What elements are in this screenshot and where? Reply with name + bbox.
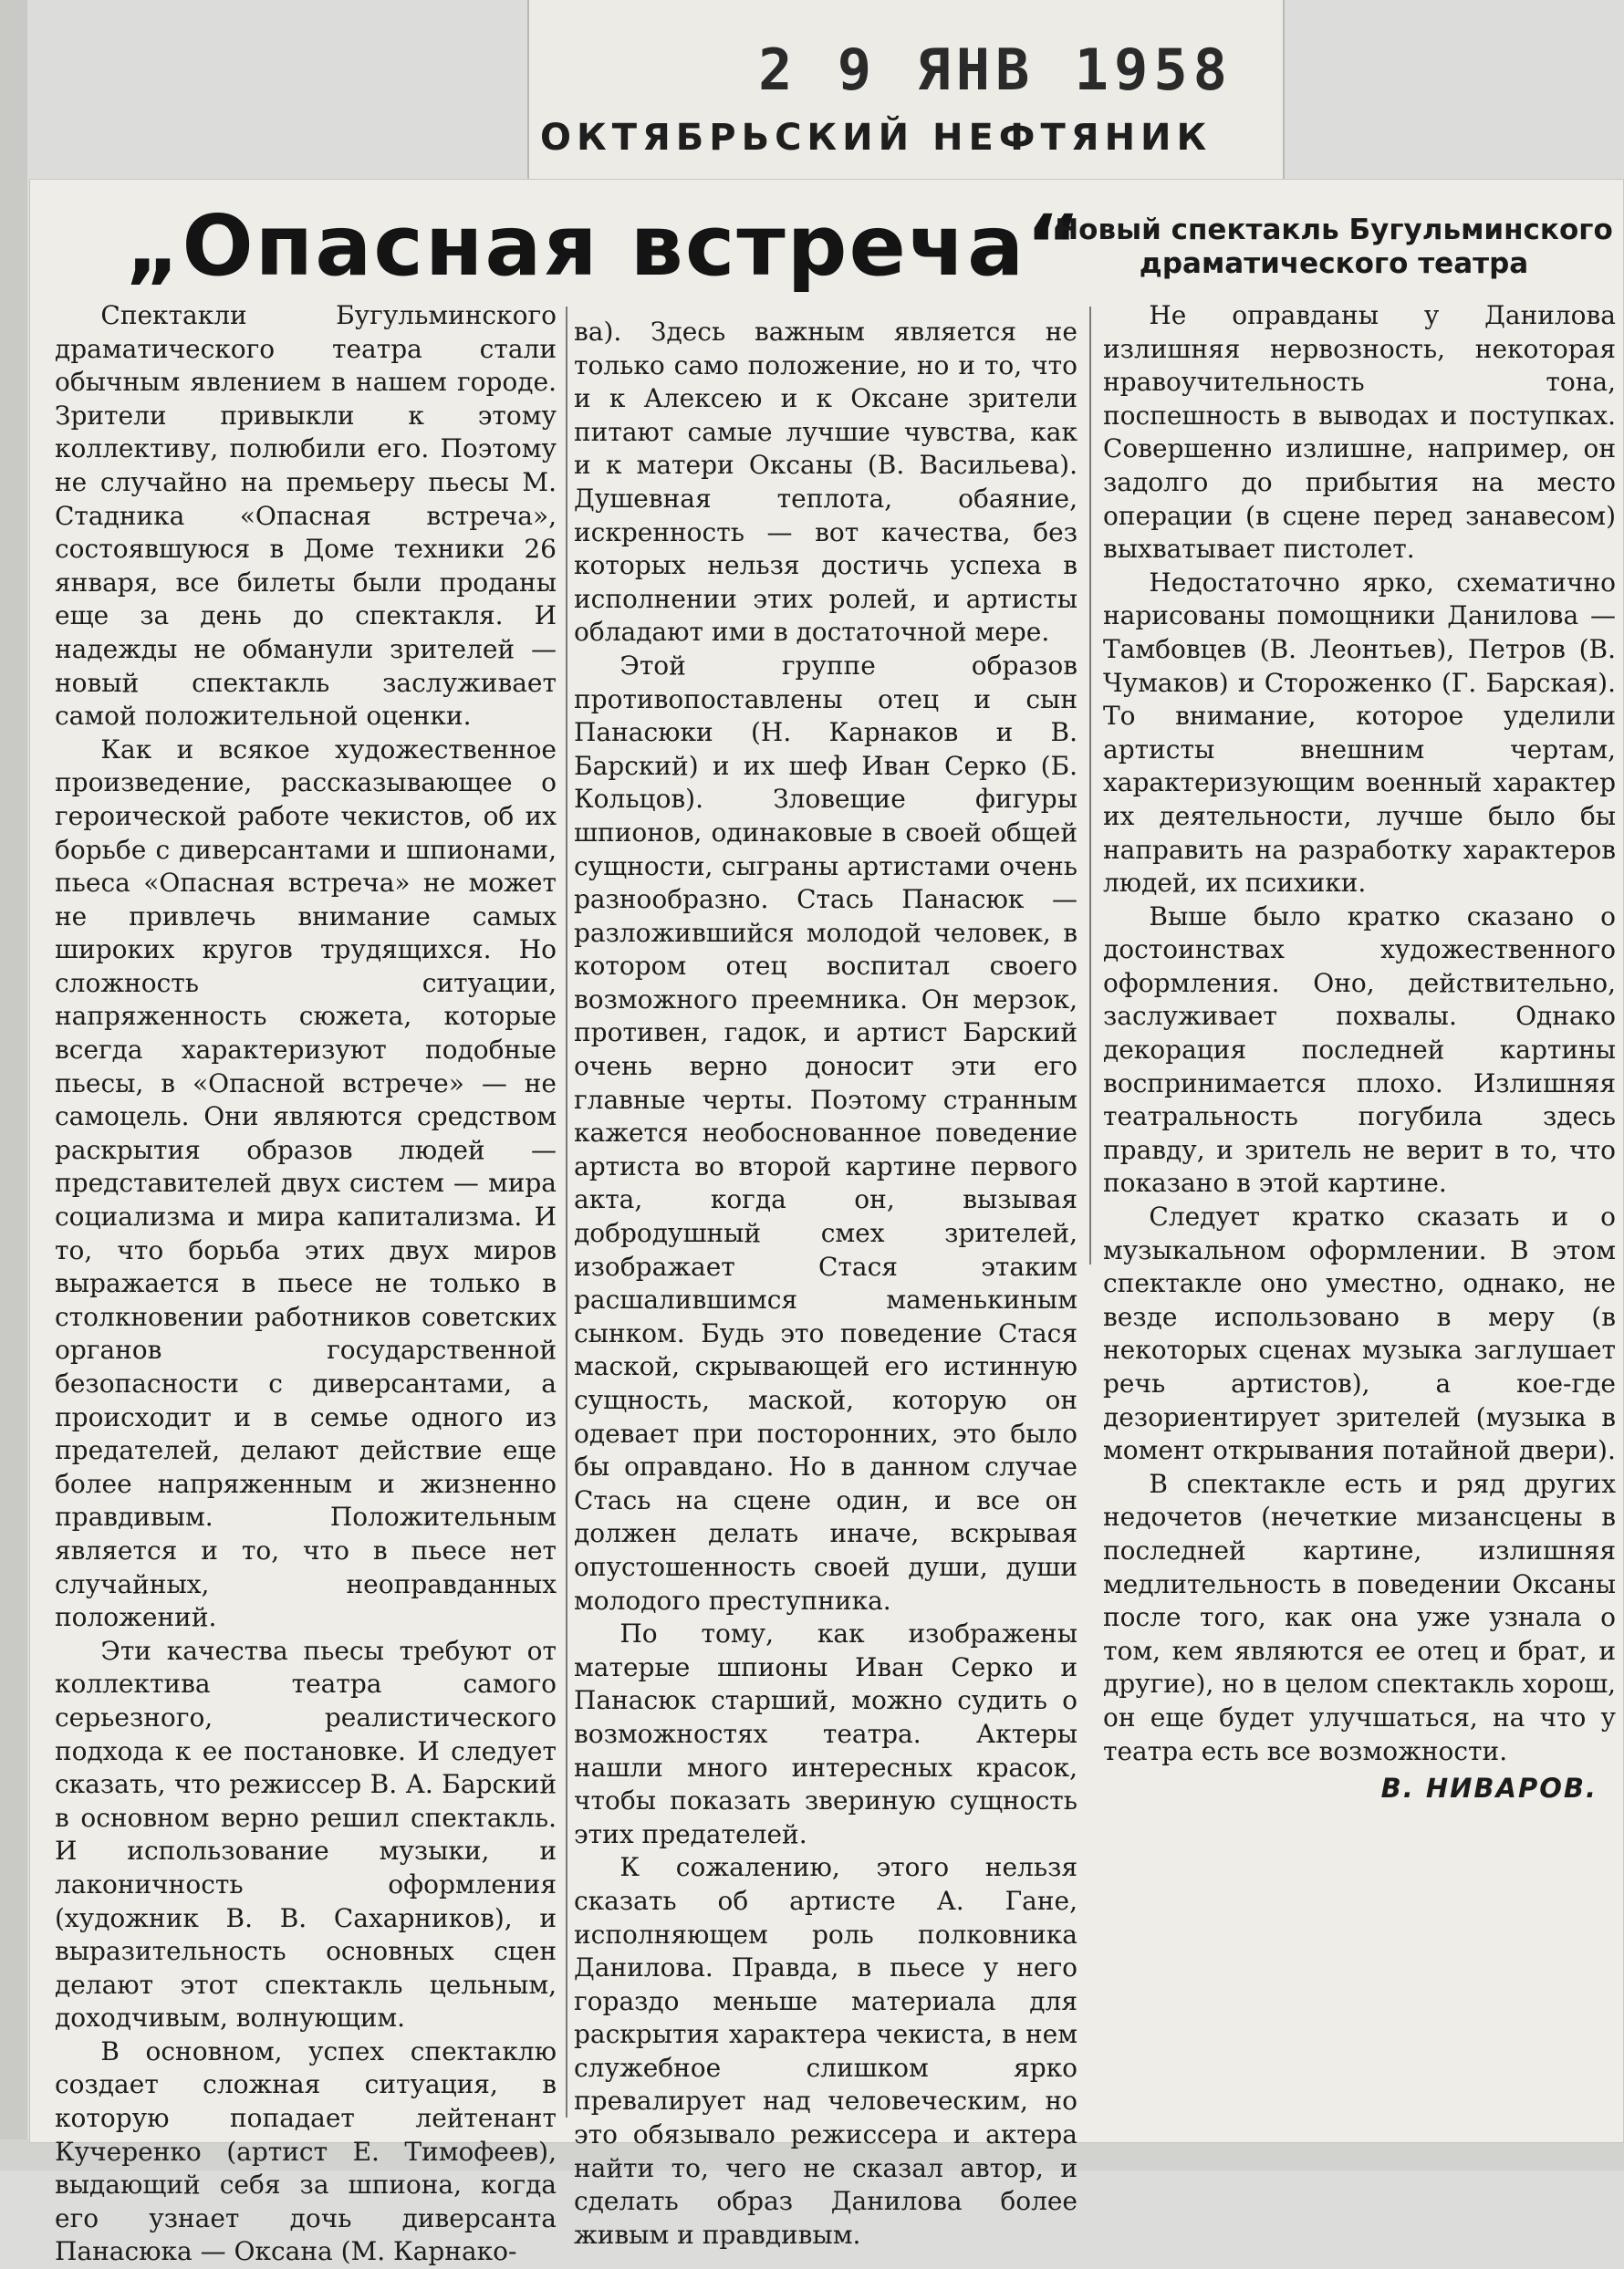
background-left-strip: [0, 0, 27, 2170]
paragraph: В спектакле есть и ряд других недочетов (нечеткие мизансцены в последней картине, излишняя медлительность в поведении Оксаны после того, как она уже узнала о том, кем являются ее отец и брат, и другие), но в целом спектакль хорош, он еще будет улучшаться, на что у театра есть все возможности.: [1103, 1468, 1616, 1766]
date-stamp: 2 9 ЯНВ 1958: [758, 36, 1233, 103]
column-divider: [1089, 307, 1091, 1265]
author-signature: В. НИВАРОВ.: [1380, 1773, 1598, 1805]
article-title: „Опасная встреча“: [125, 197, 1083, 295]
article-column-2: [574, 316, 1077, 2252]
paragraph: Недостаточно ярко, схематично нарисованы помощники Данилова — Тамбовцев (В. Леонтьев), Петров (В. Чумаков) и Стороженко (Г. Барская). То внимание, которое уделили артисты внешним чертам, характеризующим военный характер их деятельности, лучше было бы направить на разработку характеров людей, их психики.: [1103, 567, 1616, 899]
paragraph: Эти качества пьесы требуют от коллектива театра самого серьезного, реалистического подхода к ее постановке. И следует сказать, что режиссер В. А. Барский в основном верно решил спектакль. И использование музыки, и лаконичность оформления (художник В. В. Сахарников), и выразительность основных сцен делают этот спектакль цельным, доходчивым, волнующим.: [55, 1635, 557, 2034]
paragraph: Не оправданы у Данилова излишняя нервозность, некоторая нравоучительность тона, поспешность в выводах и поступках. Совершенно излишне, например, он задолго до прибытия на место операции (в сцене перед занавесом) выхватывает пистолет.: [1103, 300, 1616, 565]
paragraph: В основном, успех спектаклю создает сложная ситуация, в которую попадает лейтенант Кучеренко (артист Е. Тимофеев), выдающий себя за шпиона, когда его узнает дочь диверсанта Панасюка — Оксана (М. Карнако-: [55, 2035, 557, 2267]
paragraph: Как и всякое художественное произведение, рассказывающее о героической работе чекистов, об их борьбе с диверсантами и шпионами, пьеса «Опасная встреча» не может не привлечь внимание самых широких кругов трудящихся. Но сложность ситуации, напряженность сюжета, которые всегда характеризуют подобные пьесы, в «Опасной встрече» — не самоцель. Они являются средством раскрытия образов людей — представителей двух систем — мира социализма и мира капитализма. И то, что борьба этих двух миров выражается в пьесе не только в столкновении работников советских органов государственной безопасности с диверсантами, а происходит и в семье одного из предателей, делают действие еще более напряженным и жизненно правдивым. Положительным является и то, что в пьесе нет случайных, неоправданных положений.: [55, 734, 557, 1633]
paragraph: Следует кратко сказать и о музыкальном оформлении. В этом спектакле оно уместно, однако, не везде использовано в меру (в некоторых сценах музыка заглушает речь артистов), а кое-где дезориентирует зрителей (музыка в момент открывания потайной двери).: [1103, 1202, 1616, 1466]
column-divider: [566, 307, 567, 2118]
headline-row: [29, 179, 1624, 293]
paragraph: К сожалению, этого нельзя сказать об артисте А. Гане, исполняющем роль полковника Данилова. Правда, в пьесе у него гораздо меньше материала для раскрытия характера чекиста, в нем служебное слишком ярко превалирует над человеческим, но это обязывало режиссера и актера найти то, чего не сказал автор, и сделать образ Данилова более живым и правдивым.: [574, 1852, 1077, 2250]
paragraph: По тому, как изображены матерые шпионы Иван Серко и Панасюк старший, можно судить о возможностях театра. Актеры нашли много интересных красок, чтобы показать звериную сущность этих предателей.: [574, 1618, 1077, 1849]
article-subtitle: Новый спектакль Бугульминского драматического театра: [1055, 213, 1613, 280]
paragraph: Этой группе образов противопоставлены отец и сын Панасюки (Н. Карнаков и В. Барский) и их шеф Иван Серко (Б. Кольцов). Зловещие фигуры шпионов, одинаковые в своей общей сущности, сыграны артистами очень разнообразно. Стась Панасюк — разложившийся молодой человек, в котором отец воспитал своего возможного преемника. Он мерзок, противен, гадок, и артист Барский очень верно доносит эти его главные черты. Поэтому странным кажется необоснованное поведение артиста во второй картине первого акта, когда он, вызывая добродушный смех зрителей, изображает Стася этаким расшалившимся маменькиным сынком. Будь это поведение Стася маской, скрывающей его истинную сущность, маской, которую он одевает при посторонних, это было бы оправдано. Но в данном случае Стась на сцене один, и все он должен делать иначе, вскрывая опустошенность своей души, души молодого преступника.: [574, 650, 1077, 1616]
newspaper-header-slip: [527, 0, 1285, 185]
paragraph: ва). Здесь важным является не только само положение, но и то, что и к Алексею и к Оксане зрители питают самые лучшие чувства, как и к матери Оксаны (В. Васильева). Душевная теплота, обаяние, искренность — вот качества, без которых нельзя достичь успеха в исполнении этих ролей, и артисты обладают ими в достаточной мере.: [574, 317, 1077, 648]
paragraph: Спектакли Бугульминского драматического театра стали обычным явлением в нашем городе. Зрители привыкли к этому коллективу, полюбили его. Поэтому не случайно на премьеру пьесы М. Стадника «Опасная встреча», состоявшуюся в Доме техники 26 января, все билеты были проданы еще за день до спектакля. И надежды не обманули зрителей — новый спектакль заслуживает самой положительной оценки.: [55, 300, 557, 732]
paragraph: Выше было кратко сказано о достоинствах художественного оформления. Оно, действительно, заслуживает похвалы. Однако декорация последней картины воспринимается плохо. Излишняя театральность погубила здесь правду, и зритель не верит в то, что показано в этой картине.: [1103, 900, 1616, 1199]
newspaper-name: ОКТЯБРЬСКИЙ НЕФТЯНИК: [540, 117, 1213, 159]
article-column-1: [55, 299, 557, 2269]
article-clipping: [29, 179, 1624, 2267]
article-column-3: [1103, 299, 1616, 1806]
